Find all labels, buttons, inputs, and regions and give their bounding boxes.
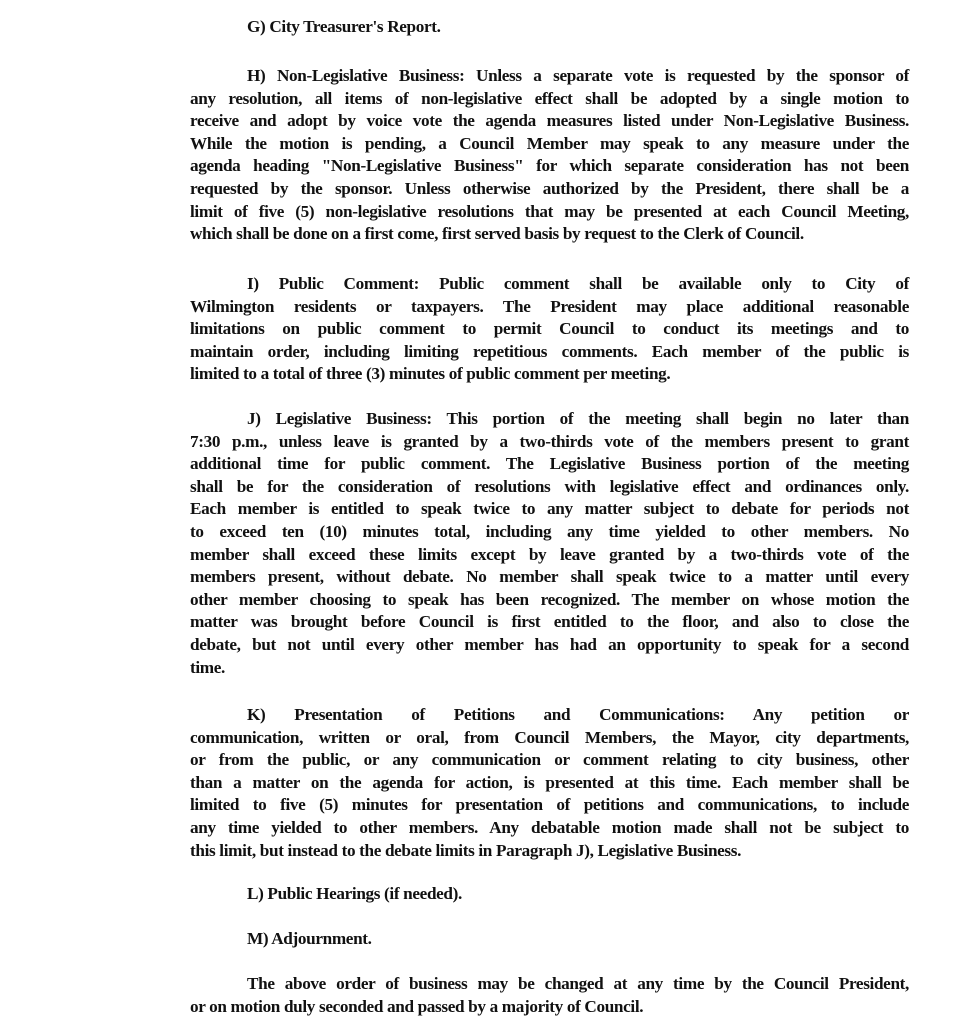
text-line: time. xyxy=(190,657,225,677)
paragraph-closing xyxy=(190,973,909,1018)
text-line: other member choosing to speak has been recognized. The member on whose motion the xyxy=(190,589,909,609)
text-line: any resolution, all items of non-legislative effect shall be adopted by a single motion to xyxy=(190,88,909,108)
text-line: L) Public Hearings (if needed). xyxy=(247,884,462,903)
text-line: additional time for public comment. The Legislative Business portion of the meeting xyxy=(190,454,909,474)
paragraph-k xyxy=(190,704,909,862)
text-line: than a matter on the agenda for action, is presented at this time. Each member shall be xyxy=(190,772,909,792)
paragraph-m xyxy=(190,928,909,951)
text-line: K) Presentation of Petitions and Communications: Any petition or xyxy=(247,705,909,724)
paragraph-h xyxy=(190,65,909,246)
text-line: I) Public Comment: Public comment shall be available only to City of xyxy=(247,274,909,293)
paragraph-l xyxy=(190,883,909,906)
text-line: G) City Treasurer's Report. xyxy=(247,17,441,36)
text-line: limitations on public comment to permit Council to conduct its meetings and to xyxy=(190,319,909,339)
text-line: debate, but not until every other member has had an opportunity to speak for a second xyxy=(190,634,909,654)
text-line: requested by the sponsor. Unless otherwise authorized by the President, there shall be a xyxy=(190,178,909,198)
text-line: which shall be done on a first come, first served basis by request to the Clerk of Council. xyxy=(190,224,804,244)
paragraph-g xyxy=(190,16,909,39)
text-line: While the motion is pending, a Council Member may speak to any measure under the xyxy=(190,133,909,153)
text-line: H) Non-Legislative Business: Unless a separate vote is requested by the sponsor of xyxy=(247,66,909,85)
paragraph-i xyxy=(190,273,909,386)
text-line: member shall exceed these limits except by leave granted by a two-thirds vote of the xyxy=(190,544,909,564)
text-line: members present, without debate. No member shall speak twice to a matter until every xyxy=(190,567,909,587)
text-line: The above order of business may be changed at any time by the Council President, xyxy=(247,974,909,993)
text-line: 7:30 p.m., unless leave is granted by a two-thirds vote of the members present to grant xyxy=(190,431,909,451)
text-line: limited to a total of three (3) minutes of public comment per meeting. xyxy=(190,364,671,384)
text-line: or from the public, or any communication or comment relating to city business, other xyxy=(190,750,909,770)
paragraph-j xyxy=(190,408,909,679)
text-line: agenda heading "Non-Legislative Business" for which separate consideration has not been xyxy=(190,156,909,176)
text-line: J) Legislative Business: This portion of the meeting shall begin no later than xyxy=(247,409,909,428)
text-line: Each member is entitled to speak twice to any matter subject to debate for periods not xyxy=(190,499,909,519)
text-line: this limit, but instead to the debate limits in Paragraph J), Legislative Business. xyxy=(190,840,742,860)
text-line: limit of five (5) non-legislative resolutions that may be presented at each Council Meeting, xyxy=(190,201,909,221)
text-line: to exceed ten (10) minutes total, including any time yielded to other members. No xyxy=(190,521,909,541)
text-line: any time yielded to other members. Any debatable motion made shall not be subject to xyxy=(190,817,909,837)
text-line: M) Adjournment. xyxy=(247,929,372,948)
text-line: receive and adopt by voice vote the agenda measures listed under Non-Legislative Business. xyxy=(190,111,909,131)
text-line: matter was brought before Council is first entitled to the floor, and also to close the xyxy=(190,612,909,632)
text-line: Wilmington residents or taxpayers. The President may place additional reasonable xyxy=(190,296,909,316)
text-line: or on motion duly seconded and passed by a majority of Council. xyxy=(190,996,644,1016)
text-line: shall be for the consideration of resolutions with legislative effect and ordinances only. xyxy=(190,476,909,496)
text-line: limited to five (5) minutes for presentation of petitions and communications, to include xyxy=(190,795,909,815)
text-line: communication, written or oral, from Council Members, the Mayor, city departments, xyxy=(190,727,909,747)
text-line: maintain order, including limiting repetitious comments. Each member of the public is xyxy=(190,341,909,361)
